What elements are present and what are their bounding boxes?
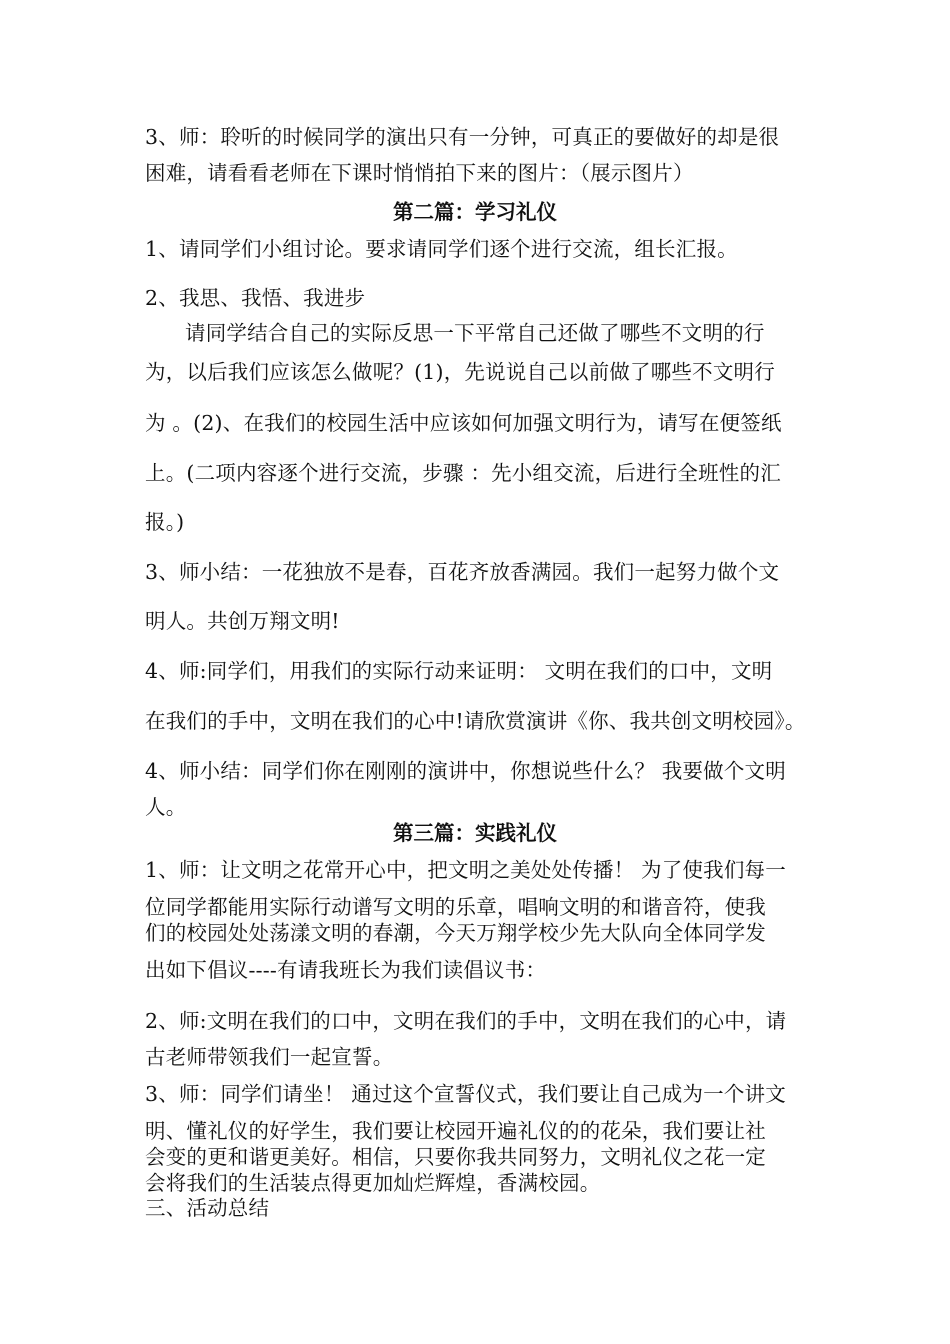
paragraph-line: 明人。共创万翔文明! (145, 609, 340, 633)
paragraph-line: 出如下倡议----有请我班长为我们读倡议书： (145, 958, 547, 982)
paragraph-line: 报。) (145, 510, 185, 534)
paragraph-line: 会变的更和谐更美好。相信，只要你我共同努力，文明礼仪之花一定 (145, 1145, 766, 1169)
paragraph-line: 2、师:文明在我们的口中，文明在我们的手中，文明在我们的心中，请 (145, 1009, 787, 1033)
paragraph-line: 上。(二项内容逐个进行交流，步骤 ：先小组交流，后进行全班性的汇 (145, 461, 781, 485)
paragraph-line: 4、师:同学们，用我们的实际行动来证明： 文明在我们的口中，文明 (145, 659, 773, 683)
paragraph-line: 4、师小结：同学们你在刚刚的演讲中，你想说些什么？ 我要做个文明 (145, 759, 786, 783)
paragraph-line: 在我们的手中，文明在我们的心中!请欣赏演讲《你、我共创文明校园》。 (145, 709, 806, 733)
paragraph-line: 3、师：聆听的时候同学的演出只有一分钟，可真正的要做好的却是很 (145, 125, 780, 149)
section-heading: 第二篇：学习礼仪 (393, 200, 557, 224)
paragraph-line: 古老师带领我们一起宣誓。 (145, 1045, 394, 1069)
paragraph-line: 3、师小结：一花独放不是春，百花齐放香满园。我们一起努力做个文 (145, 560, 780, 584)
paragraph-line: 3、师：同学们请坐！ 通过这个宣誓仪式，我们要让自己成为一个讲文 (145, 1082, 786, 1106)
paragraph-line: 为 。(2)、在我们的校园生活中应该如何加强文明行为，请写在便签纸 (145, 411, 782, 435)
paragraph-line: 们的校园处处荡漾文明的春潮，今天万翔学校少先大队向全体同学发 (145, 921, 766, 945)
paragraph-line: 三、活动总结 (145, 1196, 270, 1220)
paragraph-line: 明、懂礼仪的好学生，我们要让校园开遍礼仪的的花朵，我们要让社 (145, 1119, 766, 1143)
paragraph-line: 位同学都能用实际行动谱写文明的乐章，唱响文明的和谐音符，使我 (145, 895, 766, 919)
paragraph-line: 为，以后我们应该怎么做呢？(1)，先说说自己以前做了哪些不文明行 (145, 360, 775, 384)
section-heading: 第三篇：实践礼仪 (393, 821, 557, 845)
paragraph-line: 2、我思、我悟、我进步 (145, 286, 366, 310)
paragraph-line: 会将我们的生活装点得更加灿烂辉煌，香满校园。 (145, 1171, 601, 1195)
paragraph-line: 1、师：让文明之花常开心中，把文明之美处处传播！ 为了使我们每一 (145, 858, 786, 882)
paragraph-line: 人。 (145, 795, 187, 819)
paragraph-line: 困难，请看看老师在下课时悄悄拍下来的图片：（展示图片） (145, 161, 694, 185)
paragraph-line: 请同学结合自己的实际反思一下平常自己还做了哪些不文明的行 (185, 321, 765, 345)
paragraph-line: 1、请同学们小组讨论。要求请同学们逐个进行交流，组长汇报。 (145, 237, 738, 261)
